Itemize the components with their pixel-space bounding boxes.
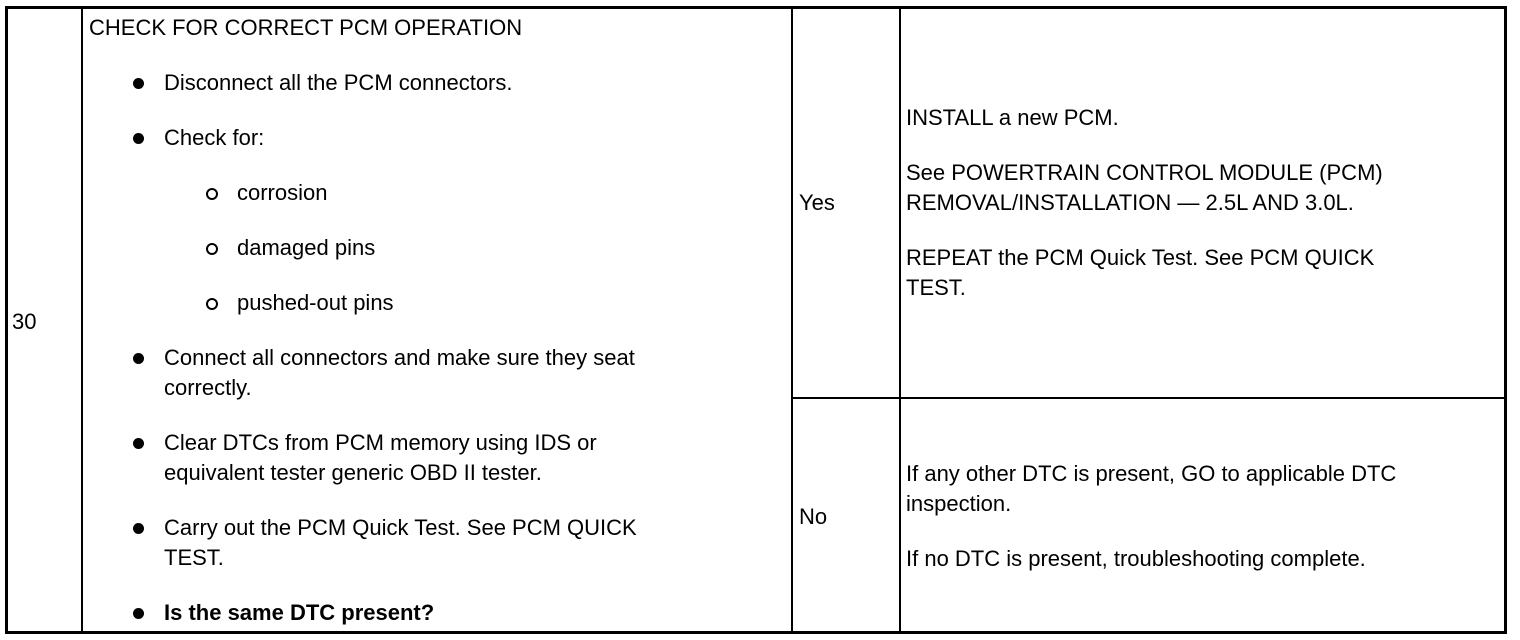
list-item-line: equivalent tester generic OBD II tester. xyxy=(164,460,542,485)
sub-list-item: corrosion xyxy=(237,180,328,205)
bullet-icon xyxy=(133,523,144,534)
list-item-line: TEST. xyxy=(164,545,224,570)
step-title: CHECK FOR CORRECT PCM OPERATION xyxy=(89,15,523,40)
bullet-icon xyxy=(133,608,144,619)
sub-bullet-icon xyxy=(206,188,218,200)
list-item-line: correctly. xyxy=(164,375,252,400)
sub-list-item: damaged pins xyxy=(237,235,376,260)
bullet-icon xyxy=(133,133,144,144)
bullet-icon xyxy=(133,353,144,364)
no-none-line: If no DTC is present, troubleshooting complete. xyxy=(906,546,1366,571)
step-number: 30 xyxy=(12,309,37,334)
list-item: Check for: xyxy=(164,125,265,150)
column-divider-condition xyxy=(791,6,793,634)
no-other-line: If any other DTC is present, GO to applicable DTC xyxy=(906,461,1397,486)
bullet-icon xyxy=(133,78,144,89)
bullet-icon xyxy=(133,438,144,449)
list-item: Disconnect all the PCM connectors. xyxy=(164,70,513,95)
yes-action: INSTALL a new PCM. xyxy=(906,105,1119,130)
list-item-line: Carry out the PCM Quick Test. See PCM QUICK xyxy=(164,515,637,540)
column-divider-step xyxy=(81,6,83,634)
no-other-line: inspection. xyxy=(906,491,1012,516)
list-item-line: Clear DTCs from PCM memory using IDS or xyxy=(164,430,597,455)
yes-repeat-line: TEST. xyxy=(906,275,966,300)
sub-bullet-icon xyxy=(206,243,218,255)
sub-list-item: pushed-out pins xyxy=(237,290,394,315)
yes-repeat-line: REPEAT the PCM Quick Test. See PCM QUICK xyxy=(906,245,1375,270)
yes-see-line: See POWERTRAIN CONTROL MODULE (PCM) xyxy=(906,160,1383,185)
yes-label: Yes xyxy=(799,190,835,215)
row-divider-yes-no xyxy=(791,397,1505,399)
question-text: Is the same DTC present? xyxy=(164,600,435,625)
yes-see-line: REMOVAL/INSTALLATION — 2.5L AND 3.0L. xyxy=(906,190,1354,215)
no-label: No xyxy=(799,504,828,529)
list-item-line: Connect all connectors and make sure they seat xyxy=(164,345,635,370)
column-divider-action xyxy=(899,6,901,634)
sub-bullet-icon xyxy=(206,298,218,310)
